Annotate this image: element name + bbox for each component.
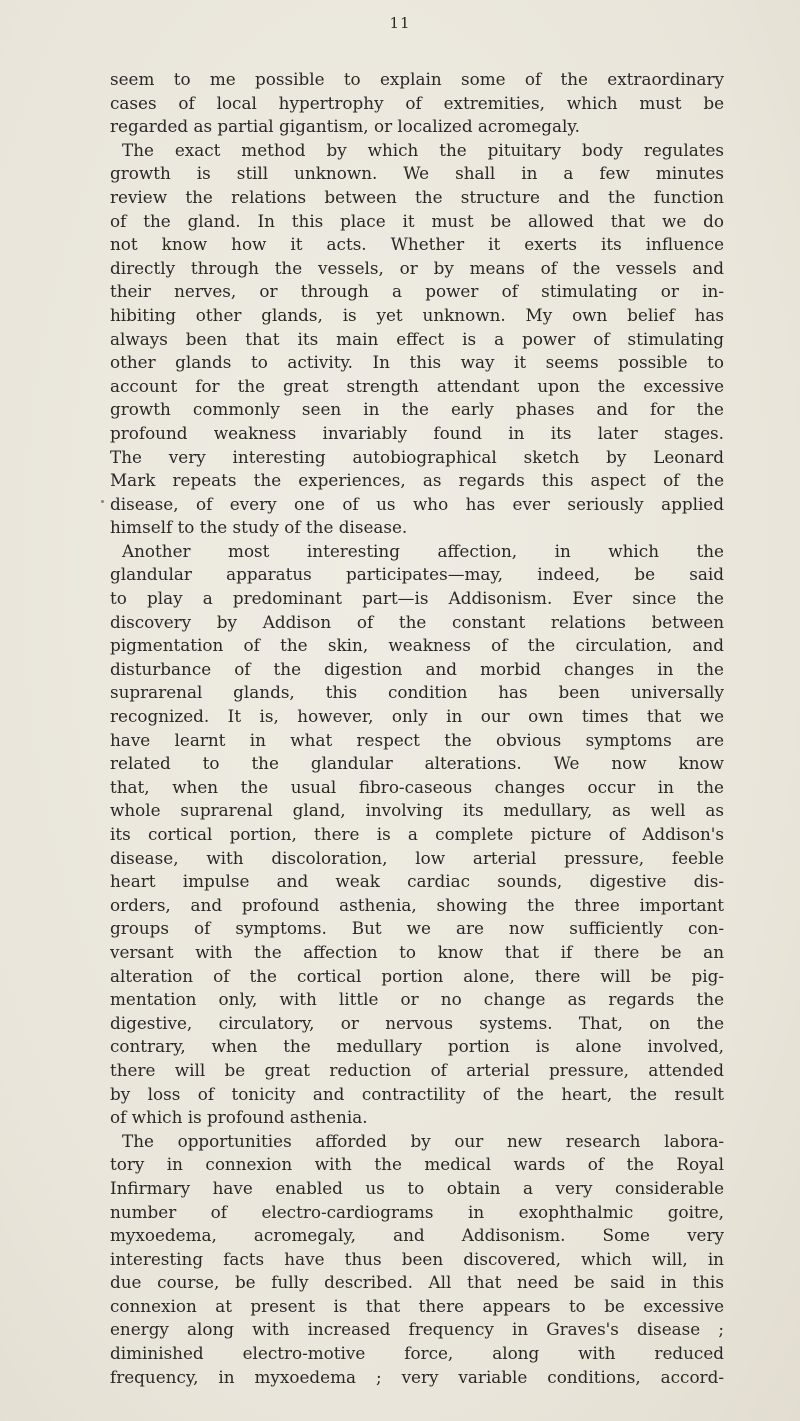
- text-line: The exact method by which the pituitary body regulates: [122, 139, 724, 160]
- text-line: not know how it acts. Whether it exerts its influence: [110, 234, 724, 255]
- text-line: their nerves, or through a power of stimulating or in-: [110, 281, 724, 302]
- text-line: himself to the study of the disease.: [110, 517, 408, 538]
- text-line: disturbance of the digestion and morbid changes in the: [110, 658, 724, 679]
- text-line: discovery by Addison of the constant relations between: [110, 611, 724, 632]
- text-line: The very interesting autobiographical sketch by Leonard: [110, 446, 724, 467]
- text-line: interesting facts have thus been discovered, which will, in: [110, 1248, 724, 1269]
- text-line: heart impulse and weak cardiac sounds, digestive dis-: [110, 871, 724, 892]
- text-line: orders, and profound asthenia, showing the three important: [110, 894, 724, 915]
- body-text: [110, 68, 724, 1389]
- text-line: by loss of tonicity and contractility of the heart, the result: [110, 1083, 724, 1104]
- text-line: to play a predominant part—is Addisonism. Ever since the: [110, 588, 724, 609]
- text-line: digestive, circulatory, or nervous systems. That, on the: [110, 1012, 724, 1033]
- paragraph-electro-cardiograms: [110, 1130, 724, 1390]
- text-line: suprarenal glands, this condition has been universally: [110, 682, 724, 703]
- text-line: other glands to activity. In this way it seems possible to: [110, 352, 724, 373]
- text-line: myxoedema, acromegaly, and Addisonism. Some very: [110, 1225, 724, 1246]
- text-line: growth is still unknown. We shall in a few minutes: [110, 163, 724, 184]
- text-line: Mark repeats the experiences, as regards this aspect of the: [110, 470, 724, 491]
- text-line: connexion at present is that there appears to be excessive: [110, 1295, 724, 1316]
- text-line: mentation only, with little or no change as regards the: [110, 989, 724, 1010]
- text-line: regarded as partial gigantism, or localized acromegaly.: [110, 116, 580, 137]
- text-line: tory in connexion with the medical wards of the Royal: [110, 1154, 724, 1175]
- text-line: whole suprarenal gland, involving its medullary, as well as: [110, 800, 724, 821]
- text-line: of the gland. In this place it must be allowed that we do: [110, 210, 724, 231]
- text-line: review the relations between the structure and the function: [110, 186, 724, 207]
- text-line: disease, with discoloration, low arterial pressure, feeble: [110, 847, 724, 868]
- text-line: have learnt in what respect the obvious symptoms are: [110, 729, 724, 750]
- text-line: seem to me possible to explain some of the extraordinary: [110, 69, 724, 89]
- paragraph-addisonism: [110, 540, 724, 1130]
- paragraph-hypertrophy: [110, 68, 724, 139]
- text-line: due course, be fully described. All that need be said in this: [110, 1272, 724, 1293]
- text-line: there will be great reduction of arterial pressure, attended: [110, 1059, 724, 1080]
- text-line: Another most interesting affection, in which the: [122, 540, 724, 561]
- text-line: diminished electro-motive force, along with reduced: [110, 1343, 724, 1364]
- text-line: hibiting other glands, is yet unknown. My own belief has: [110, 304, 724, 325]
- text-line: groups of symptoms. But we are now sufficiently con-: [110, 918, 724, 939]
- text-line: pigmentation of the skin, weakness of the circulation, and: [110, 635, 724, 656]
- text-line: growth commonly seen in the early phases and for the: [110, 399, 724, 420]
- text-line: disease, of every one of us who has ever seriously applied: [110, 493, 724, 514]
- text-line: its cortical portion, there is a complete picture of Addison's: [110, 824, 724, 844]
- text-line: always been that its main effect is a power of stimulating: [110, 328, 724, 349]
- text-line: energy along with increased frequency in Graves's disease ;: [110, 1319, 724, 1340]
- text-line: directly through the vessels, or by means of the vessels and: [110, 257, 724, 278]
- page-number: 11: [389, 14, 411, 32]
- text-line: that, when the usual fibro-caseous changes occur in the: [110, 776, 724, 797]
- text-line: cases of local hypertrophy of extremities, which must be: [110, 92, 724, 113]
- text-line: account for the great strength attendant upon the excessive: [110, 375, 724, 396]
- margin-speck: [101, 500, 104, 503]
- text-line: The opportunities afforded by our new research labora-: [122, 1130, 724, 1151]
- text-line: recognized. It is, however, only in our own times that we: [110, 706, 724, 727]
- text-line: profound weakness invariably found in its later stages.: [110, 422, 724, 443]
- text-line: glandular apparatus participates—may, indeed, be said: [110, 564, 724, 585]
- text-line: number of electro-cardiograms in exophthalmic goitre,: [110, 1201, 724, 1222]
- text-line: versant with the affection to know that if there be an: [110, 941, 724, 962]
- text-line: frequency, in myxoedema ; very variable conditions, accord-: [110, 1366, 724, 1387]
- text-line: contrary, when the medullary portion is alone involved,: [110, 1036, 724, 1057]
- text-line: of which is profound asthenia.: [110, 1107, 368, 1128]
- text-line: alteration of the cortical portion alone, there will be pig-: [110, 965, 724, 986]
- paragraph-pituitary: [110, 139, 724, 540]
- text-line: Infirmary have enabled us to obtain a very considerable: [110, 1177, 724, 1198]
- text-line: related to the glandular alterations. We now know: [110, 753, 724, 774]
